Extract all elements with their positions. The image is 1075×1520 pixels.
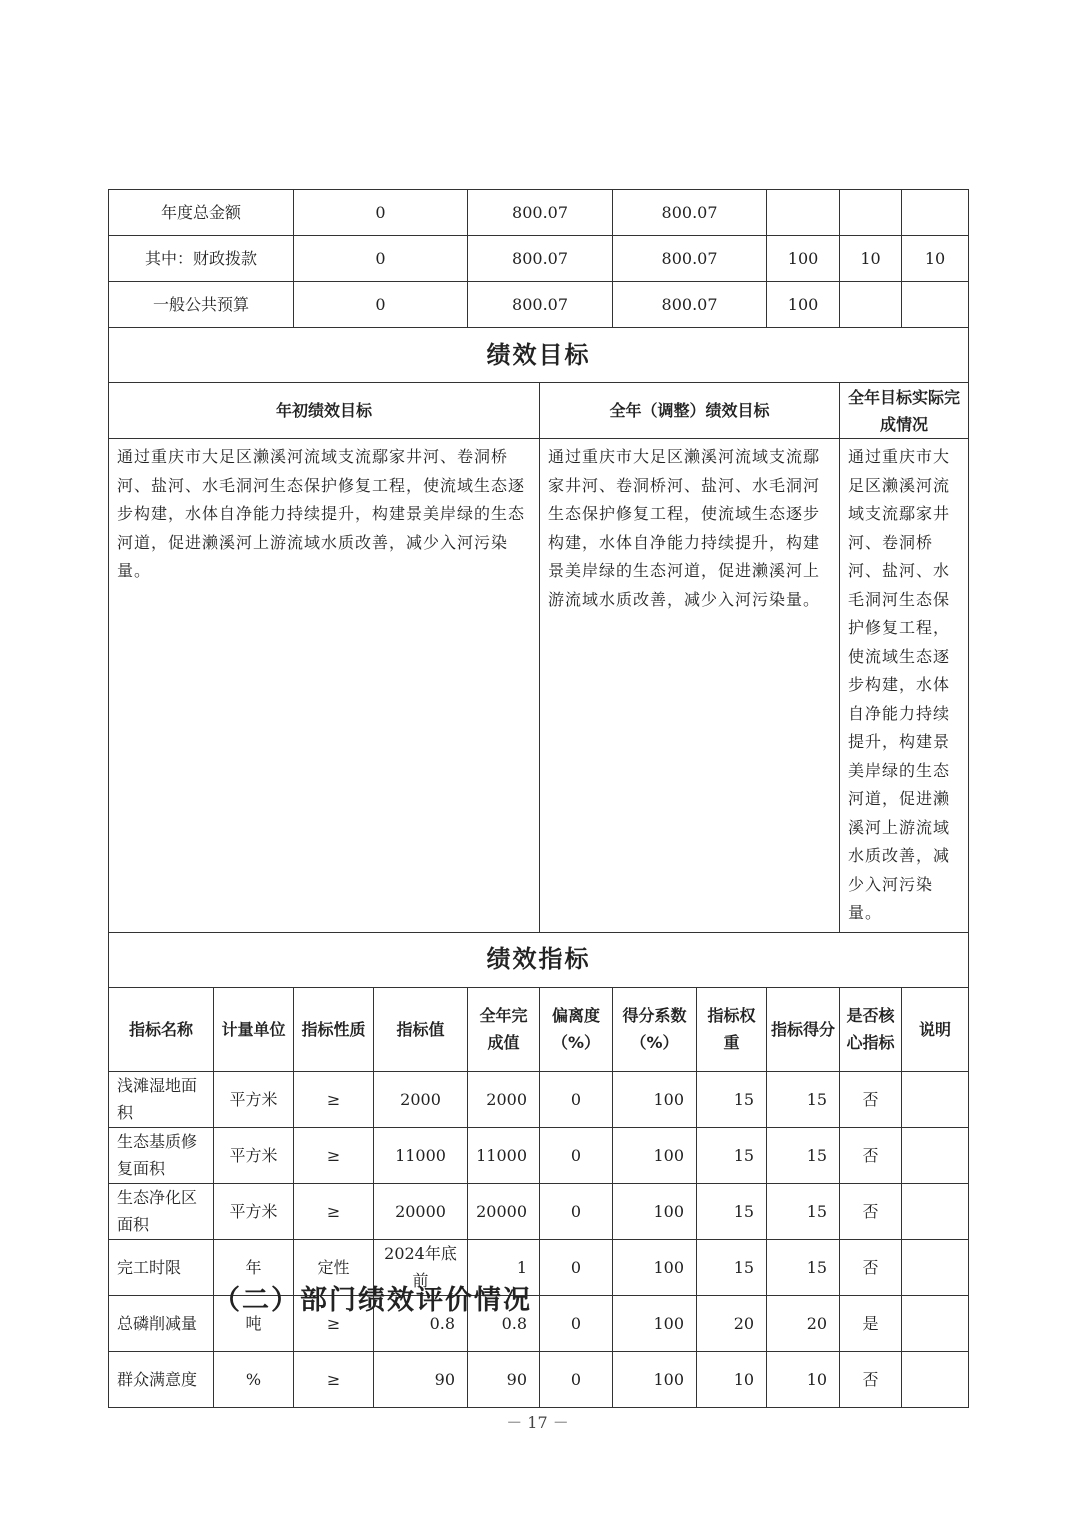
indicator-unit: 平方米 xyxy=(214,1183,294,1239)
goal-text-actual: 通过重庆市大足区濑溪河流域支流鄢家井河、卷洞桥河、盐河、水毛洞河生态保护修复工程，使流域生态逐步构建，水体自净能力持续提升，构建景美岸绿的生态河道，促进濑溪河上游流域水质改善，减少入河污染量。 xyxy=(840,439,969,933)
budget-label: 一般公共预算 xyxy=(109,282,294,328)
budget-value: 800.07 xyxy=(468,190,613,236)
col-header: 指标值 xyxy=(374,987,468,1071)
budget-value xyxy=(767,190,840,236)
budget-value: 100 xyxy=(767,236,840,282)
table-row xyxy=(109,1351,969,1407)
table-row xyxy=(109,1071,969,1127)
indicators-section-title: 绩效指标 xyxy=(109,932,969,987)
budget-value: 800.07 xyxy=(613,190,767,236)
budget-value: 800.07 xyxy=(468,282,613,328)
indicator-actual: 2000 xyxy=(468,1071,540,1127)
indicator-score: 15 xyxy=(767,1071,840,1127)
indicator-nature: ≥ xyxy=(294,1351,374,1407)
budget-value xyxy=(902,190,969,236)
budget-value: 10 xyxy=(840,236,902,282)
indicator-name: 总磷削减量 xyxy=(109,1295,214,1351)
indicator-target: 90 xyxy=(374,1351,468,1407)
indicator-score: 20 xyxy=(767,1295,840,1351)
indicator-actual: 20000 xyxy=(468,1183,540,1239)
indicator-note xyxy=(902,1071,969,1127)
indicator-deviation: 0 xyxy=(540,1127,613,1183)
indicator-core: 是 xyxy=(840,1295,902,1351)
indicator-deviation: 0 xyxy=(540,1295,613,1351)
indicator-target: 2024年底前 xyxy=(374,1239,468,1295)
page-number: － 17 － xyxy=(506,1413,569,1432)
budget-row xyxy=(109,282,969,328)
indicator-target: 11000 xyxy=(374,1127,468,1183)
indicator-note xyxy=(902,1183,969,1239)
col-header: 是否核心指标 xyxy=(840,987,902,1071)
col-header: 全年完成值 xyxy=(468,987,540,1071)
indicator-unit: 吨 xyxy=(214,1295,294,1351)
budget-value xyxy=(840,282,902,328)
indicator-weight: 20 xyxy=(697,1295,767,1351)
indicator-weight: 15 xyxy=(697,1071,767,1127)
indicator-score: 10 xyxy=(767,1351,840,1407)
indicator-coef: 100 xyxy=(613,1239,697,1295)
budget-value: 0 xyxy=(294,282,468,328)
indicator-core: 否 xyxy=(840,1183,902,1239)
goal-text-initial: 通过重庆市大足区濑溪河流域支流鄢家井河、卷洞桥河、盐河、水毛洞河生态保护修复工程，使流域生态逐步构建，水体自净能力持续提升，构建景美岸绿的生态河道，促进濑溪河上游流域水质改善，减少入河污染量。 xyxy=(109,439,540,933)
indicator-core: 否 xyxy=(840,1127,902,1183)
indicator-score: 15 xyxy=(767,1239,840,1295)
indicator-target: 2000 xyxy=(374,1071,468,1127)
indicators-header-row xyxy=(109,987,969,1071)
indicator-score: 15 xyxy=(767,1127,840,1183)
budget-value xyxy=(902,282,969,328)
goal-header-adjusted: 全年（调整）绩效目标 xyxy=(540,383,840,439)
indicator-coef: 100 xyxy=(613,1127,697,1183)
budget-label: 其中：财政拨款 xyxy=(109,236,294,282)
budget-value: 10 xyxy=(902,236,969,282)
col-header: 计量单位 xyxy=(214,987,294,1071)
goals-section-title: 绩效目标 xyxy=(109,328,969,383)
indicator-nature: ≥ xyxy=(294,1183,374,1239)
budget-value: 800.07 xyxy=(613,236,767,282)
indicator-core: 否 xyxy=(840,1071,902,1127)
indicator-actual: 1 xyxy=(468,1239,540,1295)
col-header: 指标得分 xyxy=(767,987,840,1071)
section-heading: （二）部门绩效评价情况 xyxy=(213,1285,532,1316)
col-header: 指标权重 xyxy=(697,987,767,1071)
indicator-name: 完工时限 xyxy=(109,1239,214,1295)
indicator-unit: 平方米 xyxy=(214,1127,294,1183)
indicator-weight: 10 xyxy=(697,1351,767,1407)
col-header: 偏离度（%） xyxy=(540,987,613,1071)
indicator-weight: 15 xyxy=(697,1183,767,1239)
indicator-coef: 100 xyxy=(613,1295,697,1351)
col-header: 说明 xyxy=(902,987,969,1071)
indicator-nature: ≥ xyxy=(294,1295,374,1351)
budget-row xyxy=(109,190,969,236)
indicator-name: 群众满意度 xyxy=(109,1351,214,1407)
indicator-note xyxy=(902,1239,969,1295)
budget-row xyxy=(109,236,969,282)
budget-value: 0 xyxy=(294,236,468,282)
goal-header-initial: 年初绩效目标 xyxy=(109,383,540,439)
indicator-target: 0.8 xyxy=(374,1295,468,1351)
indicator-target: 20000 xyxy=(374,1183,468,1239)
budget-value: 800.07 xyxy=(613,282,767,328)
budget-value: 0 xyxy=(294,190,468,236)
indicator-unit: 平方米 xyxy=(214,1071,294,1127)
indicator-name: 浅滩湿地面积 xyxy=(109,1071,214,1127)
indicator-unit: % xyxy=(214,1351,294,1407)
budget-label: 年度总金额 xyxy=(109,190,294,236)
indicator-nature: ≥ xyxy=(294,1127,374,1183)
indicator-deviation: 0 xyxy=(540,1183,613,1239)
indicator-deviation: 0 xyxy=(540,1351,613,1407)
performance-table xyxy=(108,189,969,1408)
indicator-note xyxy=(902,1127,969,1183)
table-row xyxy=(109,1183,969,1239)
indicator-weight: 15 xyxy=(697,1239,767,1295)
budget-value: 100 xyxy=(767,282,840,328)
table-row xyxy=(109,1127,969,1183)
indicator-coef: 100 xyxy=(613,1071,697,1127)
indicator-weight: 15 xyxy=(697,1127,767,1183)
indicator-actual: 11000 xyxy=(468,1127,540,1183)
indicator-nature: ≥ xyxy=(294,1071,374,1127)
indicator-actual: 90 xyxy=(468,1351,540,1407)
indicator-name: 生态净化区面积 xyxy=(109,1183,214,1239)
budget-value xyxy=(840,190,902,236)
indicator-actual: 0.8 xyxy=(468,1295,540,1351)
indicator-name: 生态基质修复面积 xyxy=(109,1127,214,1183)
indicator-coef: 100 xyxy=(613,1183,697,1239)
indicator-deviation: 0 xyxy=(540,1239,613,1295)
goal-header-actual: 全年目标实际完成情况 xyxy=(840,383,969,439)
col-header: 指标性质 xyxy=(294,987,374,1071)
col-header: 得分系数（%） xyxy=(613,987,697,1071)
indicator-core: 否 xyxy=(840,1351,902,1407)
goal-text-adjusted: 通过重庆市大足区濑溪河流域支流鄢家井河、卷洞桥河、盐河、水毛洞河生态保护修复工程，使流域生态逐步构建，水体自净能力持续提升，构建景美岸绿的生态河道，促进濑溪河上游流域水质改善，减少入河污染量。 xyxy=(540,439,840,933)
budget-value: 800.07 xyxy=(468,236,613,282)
indicator-note xyxy=(902,1351,969,1407)
indicator-score: 15 xyxy=(767,1183,840,1239)
indicator-deviation: 0 xyxy=(540,1071,613,1127)
indicator-nature: 定性 xyxy=(294,1239,374,1295)
indicator-core: 否 xyxy=(840,1239,902,1295)
col-header: 指标名称 xyxy=(109,987,214,1071)
indicator-note xyxy=(902,1295,969,1351)
indicator-coef: 100 xyxy=(613,1351,697,1407)
indicator-unit: 年 xyxy=(214,1239,294,1295)
